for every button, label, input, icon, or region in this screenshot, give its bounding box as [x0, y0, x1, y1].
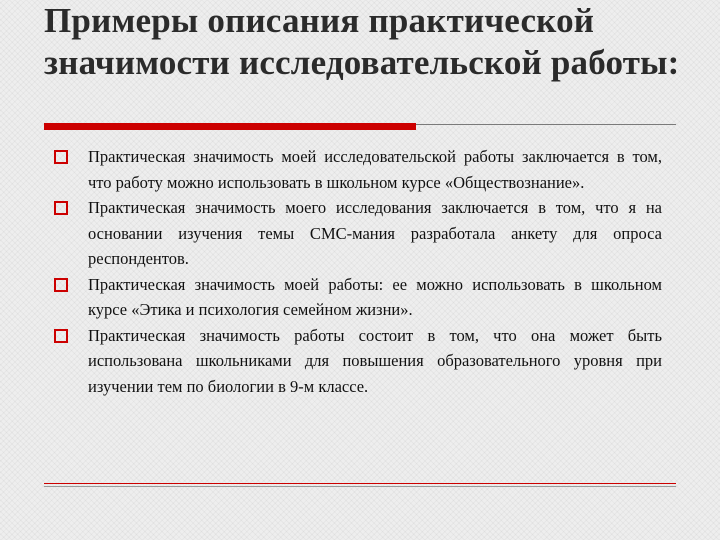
- bullet-text: Практическая значимость моей работы: ее можно использовать в школьном курсе «Этика и психология семейном жизни».: [88, 274, 662, 319]
- footer-rule-gray: [44, 486, 676, 487]
- bullet-text: Практическая значимость моей исследовательской работы заключается в том, что работу можно использовать в школьном курсе «Обществознание».: [88, 147, 662, 192]
- bullet-item: [54, 272, 662, 323]
- hollow-square-bullet-icon: [54, 329, 68, 343]
- hollow-square-bullet-icon: [54, 278, 68, 292]
- slide-title: Примеры описания практической значимости исследовательской работы:: [44, 1, 680, 82]
- hollow-square-bullet-icon: [54, 150, 68, 164]
- title-underline-red-bar: [44, 123, 416, 130]
- bullet-item: [54, 323, 662, 400]
- hollow-square-bullet-icon: [54, 201, 68, 215]
- footer-rule-red: [44, 483, 676, 484]
- bullet-item: [54, 144, 662, 195]
- bullet-text: Практическая значимость работы состоит в том, что она может быть использована школьниками для повышения образовательного уровня при изучении тем по биологии в 9-м классе.: [88, 325, 662, 396]
- bullet-list: [54, 144, 662, 399]
- bullet-text: Практическая значимость моего исследования заключается в том, что я на основании изучения темы СМС-мания разработала анкету для опроса респондентов.: [88, 198, 662, 268]
- bullet-item: [54, 195, 662, 272]
